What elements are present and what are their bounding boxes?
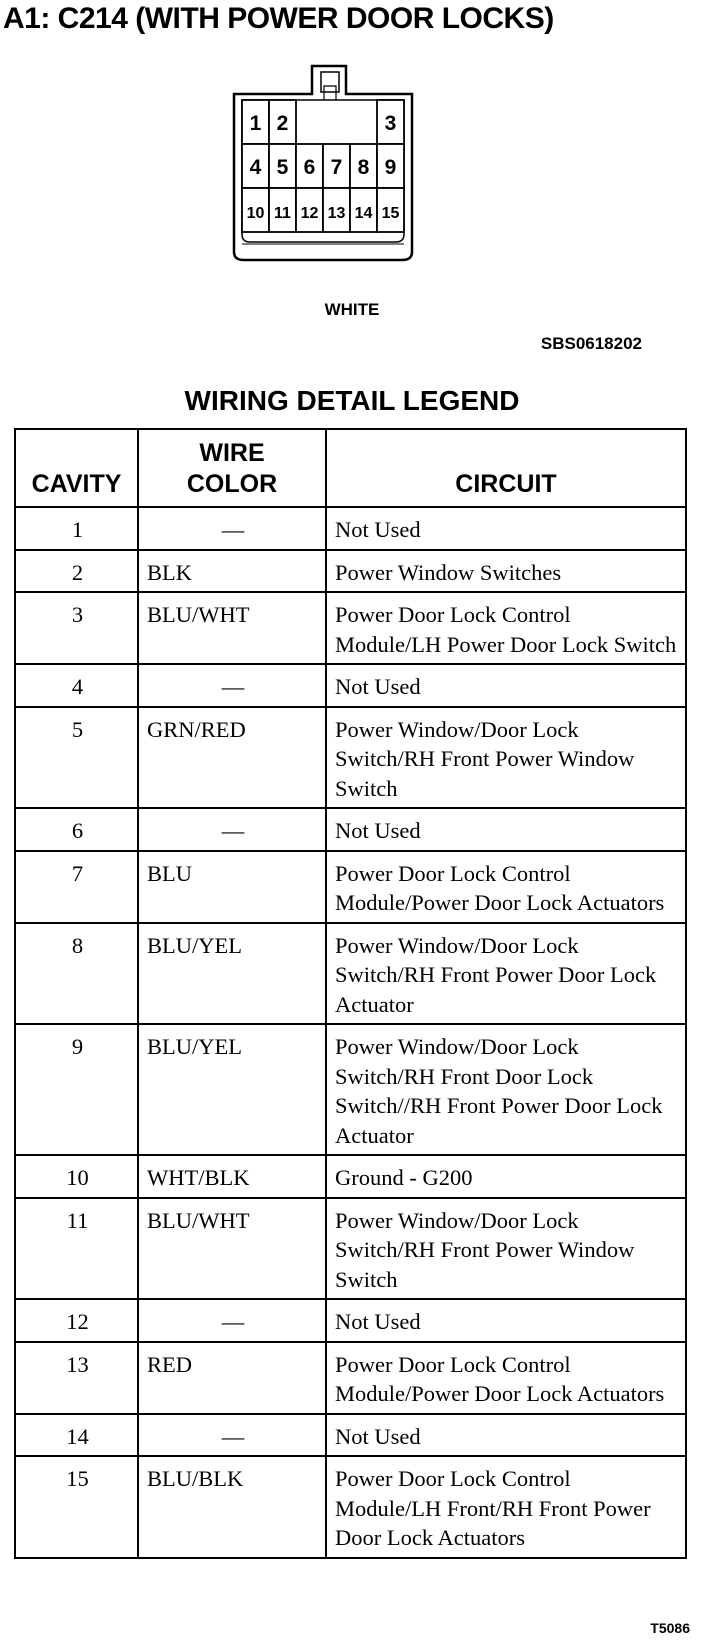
wire-color-cell: BLU: [138, 851, 326, 923]
wire-color-cell: RED: [138, 1342, 326, 1414]
cavity-cell: 14: [15, 1414, 138, 1457]
cavity-cell: 7: [15, 851, 138, 923]
cavity-number-label: 3: [384, 112, 397, 135]
table-row: [15, 851, 686, 923]
circuit-cell: Power Door Lock Control Module/LH Front/RH Front Power Door Lock Actuators: [326, 1456, 686, 1558]
circuit-cell: Power Door Lock Control Module/Power Door Lock Actuators: [326, 1342, 686, 1414]
cavity-cell: 6: [15, 808, 138, 851]
cavity-number-label: 14: [354, 205, 373, 222]
cavity-number-label: 8: [357, 156, 370, 179]
circuit-cell: Not Used: [326, 1414, 686, 1457]
wire-color-cell: —: [138, 808, 326, 851]
figure-code: SBS0618202: [540, 334, 642, 353]
cavity-cell: 15: [15, 1456, 138, 1558]
table-row: [15, 550, 686, 593]
circuit-cell: Power Door Lock Control Module/Power Door Lock Actuators: [326, 851, 686, 923]
circuit-cell: Not Used: [326, 808, 686, 851]
circuit-cell: Ground - G200: [326, 1155, 686, 1198]
table-code: T5086: [650, 1620, 690, 1636]
header-wire-color: [138, 429, 326, 507]
cavity-cell: 13: [15, 1342, 138, 1414]
wire-color-cell: —: [138, 1299, 326, 1342]
wire-color-cell: —: [138, 664, 326, 707]
cavity-number-label: 4: [249, 156, 262, 179]
wire-color-cell: BLU/BLK: [138, 1456, 326, 1558]
wire-color-cell: —: [138, 507, 326, 550]
wire-color-cell: WHT/BLK: [138, 1155, 326, 1198]
header-wire-line1: WIRE: [199, 439, 265, 467]
table-row: [15, 592, 686, 664]
table-row: [15, 1198, 686, 1300]
cavity-cell: 12: [15, 1299, 138, 1342]
legend-header-row: [15, 429, 686, 507]
cavity-cell: 2: [15, 550, 138, 593]
cavity-number-label: 2: [276, 112, 289, 135]
cavity-number-label: 9: [384, 156, 397, 179]
circuit-cell: Power Window/Door Lock Switch/RH Front Power Window Switch: [326, 1198, 686, 1300]
cavity-cell: 1: [15, 507, 138, 550]
cavity-number-label: 6: [303, 156, 316, 179]
cavity-cell: 10: [15, 1155, 138, 1198]
table-row: [15, 707, 686, 809]
table-row: [15, 1155, 686, 1198]
connector-color-label: WHITE: [324, 300, 380, 319]
circuit-cell: Power Window Switches: [326, 550, 686, 593]
wire-color-cell: BLU/WHT: [138, 592, 326, 664]
table-row: [15, 1024, 686, 1155]
cavity-number-label: 12: [300, 205, 319, 222]
legend-body: [15, 507, 686, 1558]
cavity-cell: 8: [15, 923, 138, 1025]
cavity-number-label: 13: [327, 205, 346, 222]
wire-color-cell: GRN/RED: [138, 707, 326, 809]
cavity-number-label: 15: [381, 205, 400, 222]
cavity-number-label: 10: [246, 205, 265, 222]
header-circuit: CIRCUIT: [326, 429, 686, 507]
circuit-cell: Not Used: [326, 1299, 686, 1342]
header-wire-line2: COLOR: [186, 470, 278, 498]
table-row: [15, 507, 686, 550]
cavity-cell: 4: [15, 664, 138, 707]
wiring-legend-table: [14, 428, 687, 1559]
cavity-number-label: 5: [276, 156, 289, 179]
circuit-cell: Power Window/Door Lock Switch/RH Front Power Door Lock Actuator: [326, 923, 686, 1025]
table-row: [15, 664, 686, 707]
table-row: [15, 1456, 686, 1558]
wire-color-cell: BLK: [138, 550, 326, 593]
cavity-number-label: 11: [274, 205, 291, 222]
cavity-number-label: 7: [330, 156, 343, 179]
circuit-cell: Power Door Lock Control Module/LH Power Door Lock Switch: [326, 592, 686, 664]
table-row: [15, 1299, 686, 1342]
header-cavity: CAVITY: [15, 429, 138, 507]
cavity-cell: 3: [15, 592, 138, 664]
wire-color-cell: BLU/WHT: [138, 1198, 326, 1300]
cavity-cell: 5: [15, 707, 138, 809]
wire-color-cell: BLU/YEL: [138, 923, 326, 1025]
table-row: [15, 923, 686, 1025]
table-row: [15, 1414, 686, 1457]
cavity-cell: 11: [15, 1198, 138, 1300]
circuit-cell: Power Window/Door Lock Switch/RH Front Power Window Switch: [326, 707, 686, 809]
cavity-cell: 9: [15, 1024, 138, 1155]
legend-title: WIRING DETAIL LEGEND: [184, 385, 520, 416]
circuit-cell: Not Used: [326, 507, 686, 550]
page-title: A1: C214 (WITH POWER DOOR LOCKS): [3, 2, 554, 35]
table-row: [15, 1342, 686, 1414]
wire-color-cell: —: [138, 1414, 326, 1457]
circuit-cell: Power Window/Door Lock Switch/RH Front Door Lock Switch//RH Front Power Door Lock Actuator: [326, 1024, 686, 1155]
circuit-cell: Not Used: [326, 664, 686, 707]
wire-color-cell: BLU/YEL: [138, 1024, 326, 1155]
table-row: [15, 808, 686, 851]
cavity-number-label: 1: [249, 112, 262, 135]
connector-diagram: [228, 58, 418, 268]
